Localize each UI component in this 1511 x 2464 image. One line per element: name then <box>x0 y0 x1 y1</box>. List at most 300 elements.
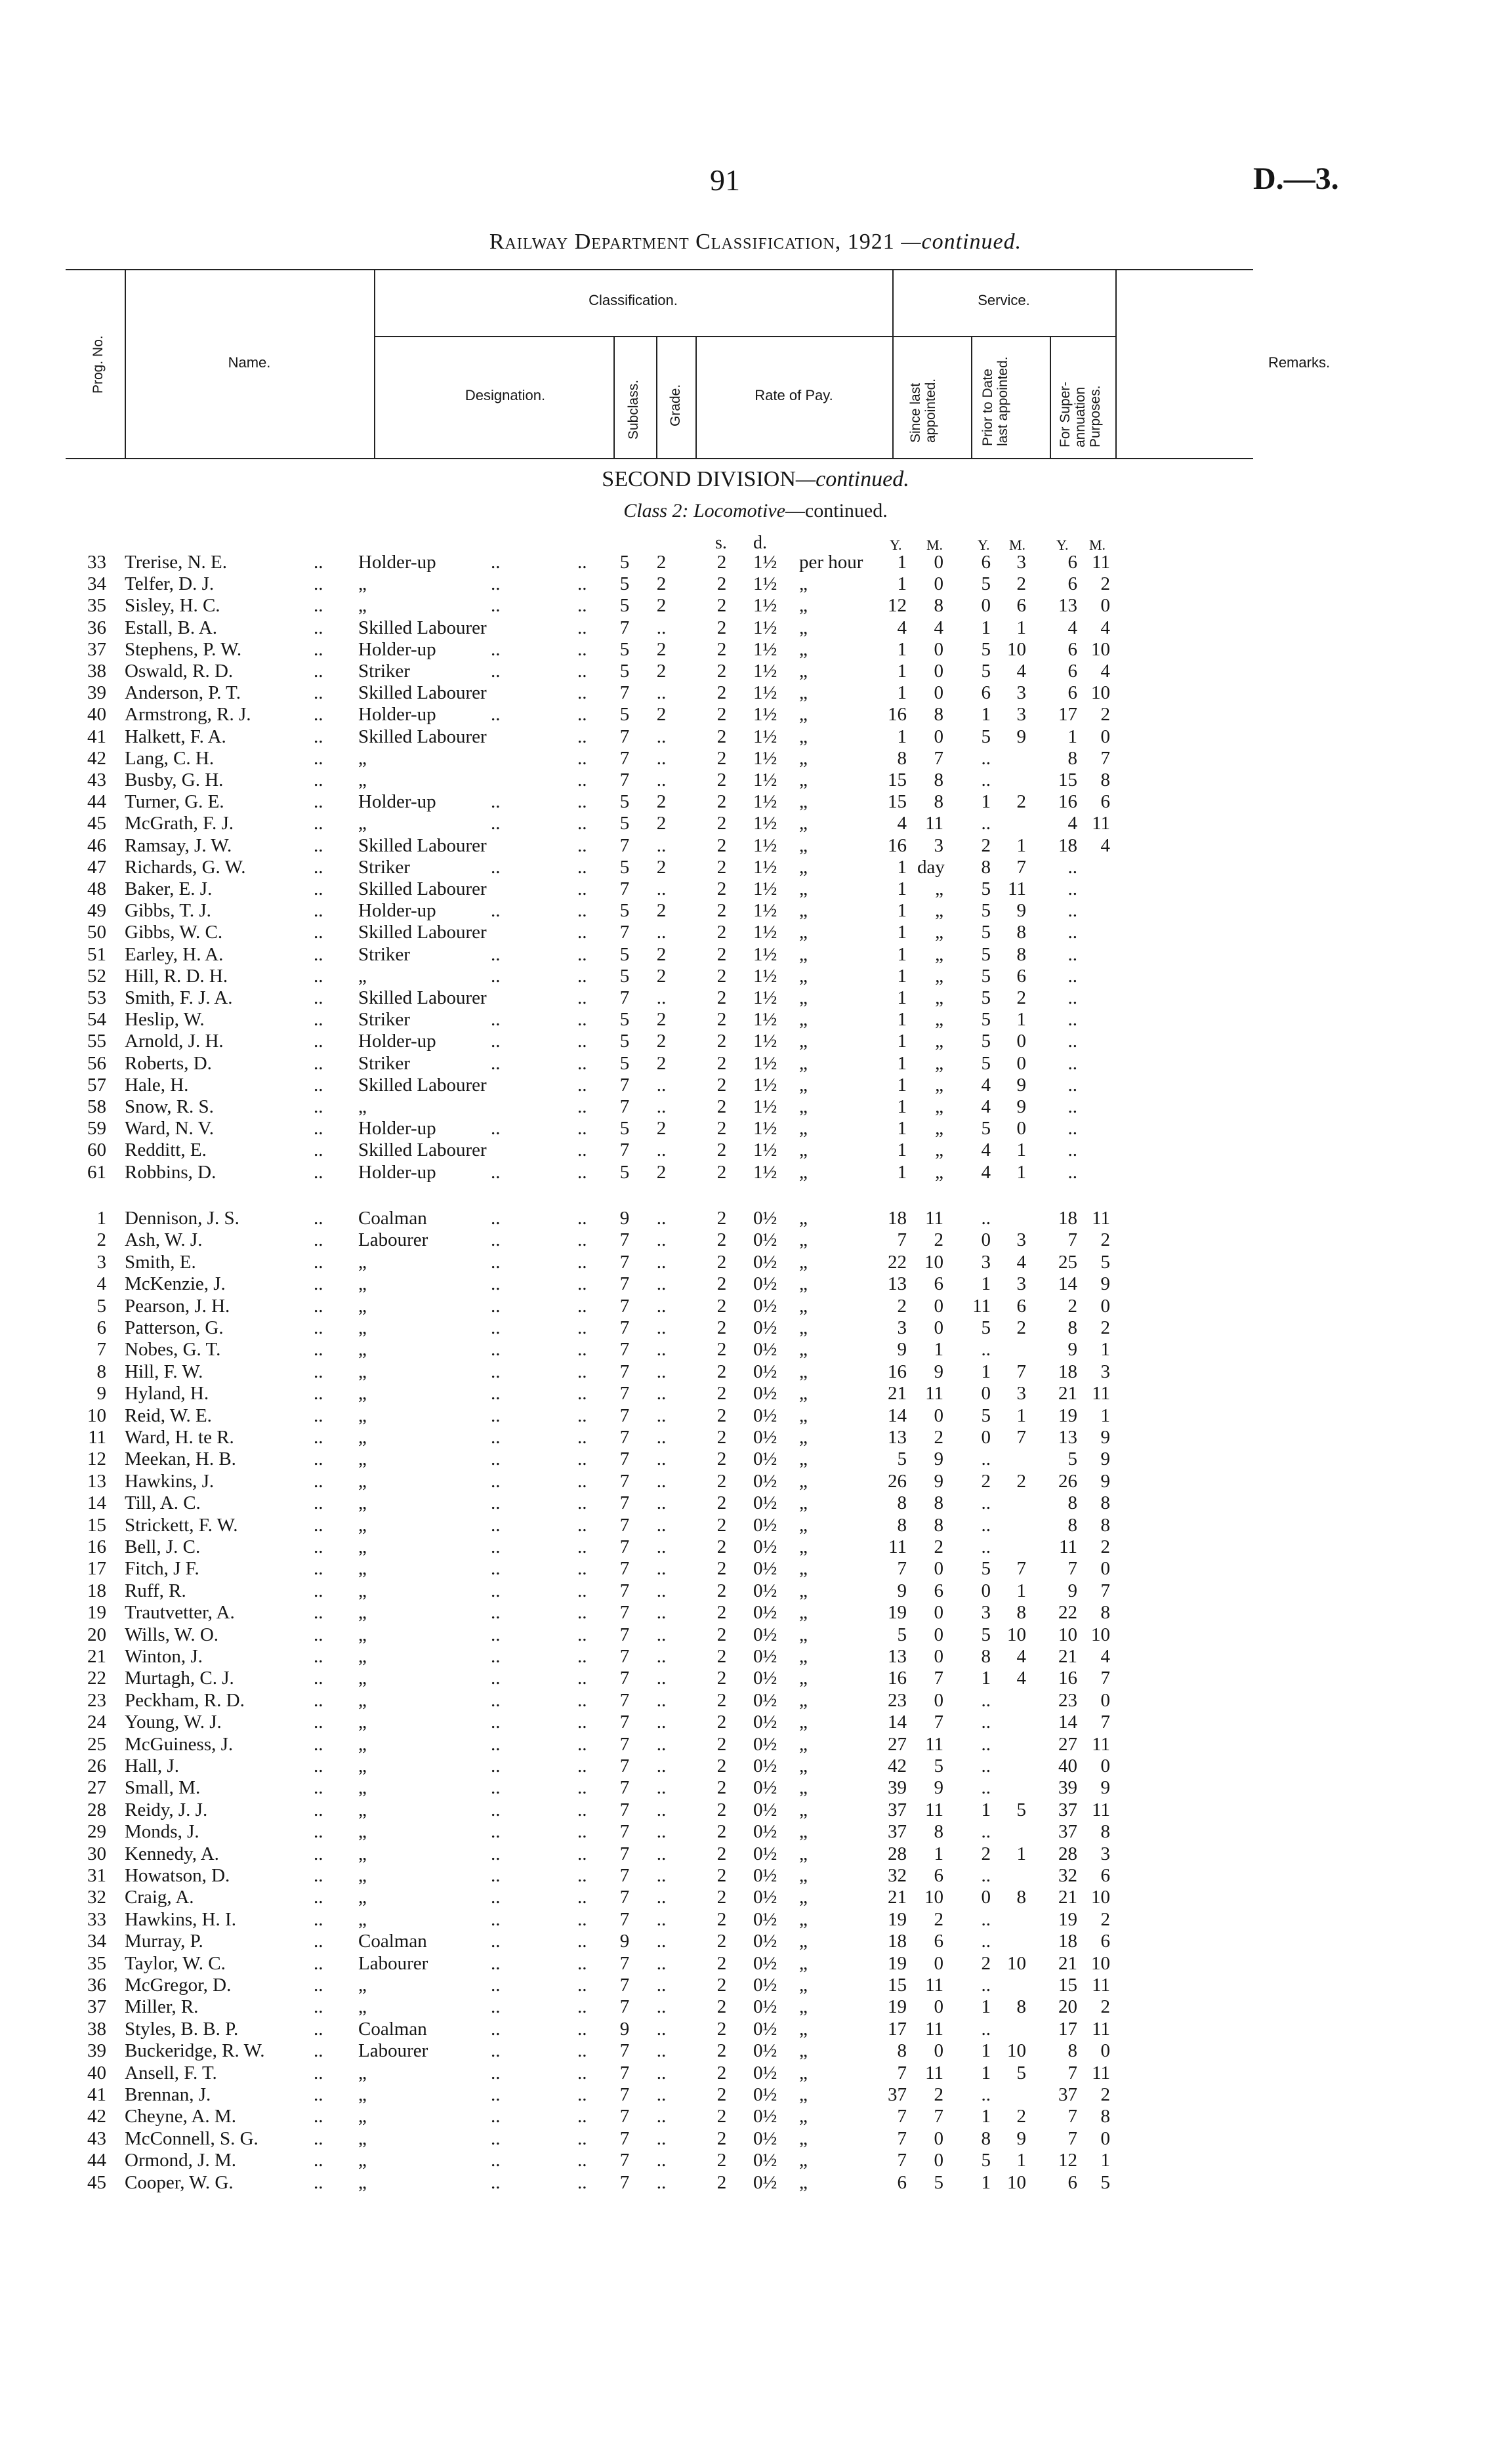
leader-dots: .. <box>577 1361 587 1382</box>
subclass: 7 <box>619 2062 630 2084</box>
leader-dots: .. <box>314 1580 323 1601</box>
unit-prior-months: M. <box>1009 537 1026 553</box>
leader-dots: .. <box>577 1580 587 1601</box>
rate-pence: 0½ <box>753 1427 777 1448</box>
prog-no: 22 <box>87 1668 106 1689</box>
subclass: 7 <box>619 1361 630 1382</box>
leader-dots: .. <box>314 813 323 834</box>
employee-name: Brennan, J. <box>125 2084 211 2105</box>
grade: 2 <box>656 573 667 595</box>
leader-dots: .. <box>491 2084 501 2105</box>
super-months: 0 <box>1100 1558 1110 1580</box>
table-row <box>0 1952 1511 1975</box>
since-years: 7 <box>897 2106 907 2127</box>
employee-name: Hall, J. <box>125 1756 179 1776</box>
since-months: „ <box>935 1009 943 1031</box>
table-row <box>0 638 1511 661</box>
table-row <box>0 812 1511 834</box>
designation: Skilled Labourer <box>358 1140 487 1161</box>
since-years: 8 <box>897 2040 907 2062</box>
super-years: 9 <box>1067 1580 1077 1601</box>
designation: „ <box>358 1295 367 1317</box>
since-years: 9 <box>897 1339 907 1361</box>
rate-shillings: 2 <box>716 1996 727 2018</box>
prior-months: 8 <box>1016 922 1026 943</box>
since-months: 0 <box>934 2150 943 2171</box>
prog-no: 2 <box>96 1229 106 1251</box>
since-months: 0 <box>934 2127 943 2149</box>
prior-years: .. <box>981 813 991 834</box>
subclass: 7 <box>619 617 630 638</box>
grade: .. <box>656 834 667 856</box>
leader-dots: .. <box>491 1865 501 1886</box>
designation: Holder-up <box>358 791 436 813</box>
prior-years: 3 <box>981 1602 991 1624</box>
employee-name: Smith, E. <box>125 1251 196 1273</box>
grade: .. <box>656 2018 667 2040</box>
leader-dots: .. <box>314 1118 323 1140</box>
leader-dots: .. <box>577 2150 587 2171</box>
leader-dots: .. <box>577 1908 587 1930</box>
table-row <box>0 1117 1511 1140</box>
designation: „ <box>358 1887 367 1908</box>
prior-years: 5 <box>981 878 991 899</box>
grade: .. <box>656 1361 667 1382</box>
prior-years: 0 <box>981 1887 991 1908</box>
since-months: 11 <box>925 1383 943 1405</box>
prog-no: 35 <box>87 595 106 617</box>
leader-dots: .. <box>577 573 587 595</box>
super-months: 6 <box>1100 1865 1110 1886</box>
header-superannuation: For Super-annuation Purposes. <box>1058 381 1104 447</box>
prior-months: 8 <box>1016 1996 1026 2018</box>
subclass: 7 <box>619 1251 630 1273</box>
prior-years: .. <box>981 1339 991 1361</box>
subclass: 7 <box>619 1712 630 1733</box>
designation: „ <box>358 1777 367 1799</box>
prior-months: 2 <box>1016 2106 1026 2127</box>
grade: .. <box>656 770 667 791</box>
rate-shillings: 2 <box>716 1514 727 1536</box>
prior-years: 8 <box>981 2127 991 2149</box>
subclass: 5 <box>619 813 630 834</box>
prior-years: 0 <box>981 1383 991 1405</box>
employee-name: Hawkins, H. I. <box>125 1908 236 1930</box>
leader-dots: .. <box>314 617 323 638</box>
rate-period: „ <box>799 1908 808 1930</box>
employee-name: Ansell, F. T. <box>125 2062 217 2084</box>
rate-period: „ <box>799 1536 808 1557</box>
prior-months: 0 <box>1016 1118 1026 1140</box>
leader-dots: .. <box>314 2127 323 2149</box>
header-prog-no: Prog. No. <box>91 335 106 394</box>
prior-years: 1 <box>981 617 991 638</box>
leader-dots: .. <box>491 1580 501 1601</box>
since-months: 8 <box>934 1821 943 1843</box>
leader-dots: .. <box>491 1624 501 1645</box>
designation: Coalman <box>358 1931 427 1952</box>
table-row <box>0 1492 1511 1514</box>
rate-shillings: 2 <box>716 1580 727 1601</box>
subclass: 7 <box>619 1492 630 1514</box>
super-months: 5 <box>1100 1251 1110 1273</box>
prog-no: 45 <box>87 813 106 834</box>
super-months: 3 <box>1100 1361 1110 1382</box>
leader-dots: .. <box>314 638 323 660</box>
grade: .. <box>656 2084 667 2105</box>
subclass: 5 <box>619 1118 630 1140</box>
rate-pence: 0½ <box>753 1712 777 1733</box>
prior-months: 1 <box>1016 834 1026 856</box>
prog-no: 46 <box>87 834 106 856</box>
super-years: 6 <box>1067 638 1077 660</box>
prog-no: 54 <box>87 1009 106 1031</box>
rate-shillings: 2 <box>716 1208 727 1229</box>
rate-pence: 1½ <box>753 573 777 595</box>
table-row <box>0 1601 1511 1624</box>
rate-pence: 0½ <box>753 1514 777 1536</box>
since-months: 0 <box>934 1952 943 1974</box>
leader-dots: .. <box>491 1821 501 1843</box>
rate-shillings: 2 <box>716 1140 727 1161</box>
leader-dots: .. <box>491 2062 501 2084</box>
employee-name: McConnell, S. G. <box>125 2127 259 2149</box>
prior-years: .. <box>981 1733 991 1755</box>
super-months: 11 <box>1092 2062 1110 2084</box>
prog-no: 41 <box>87 2084 106 2105</box>
leader-dots: .. <box>491 965 501 987</box>
prog-no: 42 <box>87 2106 106 2127</box>
leader-dots: .. <box>491 1602 501 1624</box>
designation: Skilled Labourer <box>358 834 487 856</box>
employee-name: Wills, W. O. <box>125 1624 219 1645</box>
leader-dots: .. <box>491 1031 501 1052</box>
subclass: 7 <box>619 987 630 1008</box>
leader-dots: .. <box>314 1975 323 1996</box>
prog-no: 16 <box>87 1536 106 1557</box>
prior-months: 3 <box>1016 1273 1026 1295</box>
rate-pence: 1½ <box>753 747 777 769</box>
grade: 2 <box>656 1009 667 1031</box>
leader-dots: .. <box>491 1208 501 1229</box>
designation: „ <box>358 813 367 834</box>
rate-shillings: 2 <box>716 1229 727 1251</box>
leader-dots: .. <box>577 1799 587 1820</box>
employee-name: Cooper, W. G. <box>125 2171 234 2193</box>
designation: „ <box>358 1712 367 1733</box>
grade: .. <box>656 1470 667 1492</box>
employee-name: Gibbs, T. J. <box>125 900 211 922</box>
rate-pence: 0½ <box>753 1887 777 1908</box>
rate-period: „ <box>799 1052 808 1074</box>
super-years: .. <box>1067 1118 1077 1140</box>
since-years: 16 <box>888 834 907 856</box>
designation: „ <box>358 1975 367 1996</box>
since-months: „ <box>935 1074 943 1096</box>
employee-name: McGrath, F. J. <box>125 813 234 834</box>
rate-period: „ <box>799 1733 808 1755</box>
employee-name: Miller, R. <box>125 1996 199 2018</box>
leader-dots: .. <box>314 704 323 726</box>
rate-period: „ <box>799 2018 808 2040</box>
designation: Labourer <box>358 1229 428 1251</box>
leader-dots: .. <box>577 770 587 791</box>
since-months: „ <box>935 922 943 943</box>
class-continued: —continued. <box>785 500 888 522</box>
rate-shillings: 2 <box>716 878 727 899</box>
since-months: 3 <box>934 834 943 856</box>
prog-no: 59 <box>87 1118 106 1140</box>
employee-name: Redditt, E. <box>125 1140 207 1161</box>
super-months: 9 <box>1100 1470 1110 1492</box>
prior-years: .. <box>981 770 991 791</box>
rate-pence: 0½ <box>753 2040 777 2062</box>
prog-no: 4 <box>96 1273 106 1295</box>
grade: .. <box>656 1339 667 1361</box>
super-years: 15 <box>1058 1975 1077 1996</box>
leader-dots: .. <box>314 1602 323 1624</box>
super-years: 26 <box>1058 1470 1077 1492</box>
prog-no: 28 <box>87 1799 106 1820</box>
rate-shillings: 2 <box>716 1756 727 1776</box>
employee-name: Halkett, F. A. <box>125 726 226 747</box>
super-years: 4 <box>1067 813 1077 834</box>
grade: 2 <box>656 704 667 726</box>
rate-period: per hour <box>799 552 863 573</box>
since-months: 7 <box>934 2106 943 2127</box>
since-years: 5 <box>897 1448 907 1470</box>
designation: „ <box>358 1668 367 1689</box>
rate-shillings: 2 <box>716 2127 727 2149</box>
rate-shillings: 2 <box>716 1031 727 1052</box>
leader-dots: .. <box>314 2040 323 2062</box>
grade: 2 <box>656 552 667 573</box>
designation: „ <box>358 1448 367 1470</box>
page-title <box>0 230 1511 255</box>
prior-years: 11 <box>972 1295 991 1317</box>
leader-dots: .. <box>491 856 501 878</box>
super-years: 40 <box>1058 1756 1077 1776</box>
table-row <box>0 1096 1511 1118</box>
since-years: 17 <box>888 2018 907 2040</box>
prior-years: 5 <box>981 1031 991 1052</box>
rate-period: „ <box>799 965 808 987</box>
employee-name: Baker, E. J. <box>125 878 213 899</box>
leader-dots: .. <box>491 1514 501 1536</box>
super-months: 2 <box>1100 704 1110 726</box>
prior-months: 1 <box>1016 1161 1026 1183</box>
rate-pence: 1½ <box>753 1118 777 1140</box>
leader-dots: .. <box>314 2018 323 2040</box>
designation: „ <box>358 1273 367 1295</box>
subclass: 7 <box>619 1536 630 1557</box>
leader-dots: .. <box>491 1492 501 1514</box>
leader-dots: .. <box>314 1908 323 1930</box>
rate-period: „ <box>799 1712 808 1733</box>
rate-pence: 0½ <box>753 1624 777 1645</box>
leader-dots: .. <box>314 1009 323 1031</box>
super-months: 11 <box>1092 552 1110 573</box>
since-months: 0 <box>934 1558 943 1580</box>
since-months: 11 <box>925 2062 943 2084</box>
prior-months: 4 <box>1016 1251 1026 1273</box>
leader-dots: .. <box>577 878 587 899</box>
leader-dots: .. <box>314 1339 323 1361</box>
leader-dots: .. <box>577 2040 587 2062</box>
since-months: 9 <box>934 1777 943 1799</box>
rate-pence: 0½ <box>753 1602 777 1624</box>
leader-dots: .. <box>314 1887 323 1908</box>
leader-dots: .. <box>577 2018 587 2040</box>
prog-no: 6 <box>96 1317 106 1338</box>
leader-dots: .. <box>491 1295 501 1317</box>
designation: Holder-up <box>358 552 436 573</box>
rate-pence: 1½ <box>753 1161 777 1183</box>
prior-months: 9 <box>1016 726 1026 747</box>
since-years: 7 <box>897 1229 907 1251</box>
subclass: 7 <box>619 1668 630 1689</box>
prior-years: 1 <box>981 2171 991 2193</box>
subclass: 7 <box>619 1339 630 1361</box>
prior-years: .. <box>981 1492 991 1514</box>
super-years: 17 <box>1058 2018 1077 2040</box>
super-months: 10 <box>1091 682 1110 704</box>
since-months: „ <box>935 900 943 922</box>
rate-shillings: 2 <box>716 1668 727 1689</box>
prior-months: 8 <box>1016 1602 1026 1624</box>
prog-no: 19 <box>87 1602 106 1624</box>
since-months: 0 <box>934 1295 943 1317</box>
rate-period: „ <box>799 1470 808 1492</box>
leader-dots: .. <box>314 2084 323 2105</box>
employee-name: Peckham, R. D. <box>125 1689 245 1711</box>
prog-no: 36 <box>87 1975 106 1996</box>
since-years: 1 <box>897 1140 907 1161</box>
rate-period: „ <box>799 1865 808 1886</box>
leader-dots: .. <box>577 1383 587 1405</box>
designation: „ <box>358 747 367 769</box>
designation: „ <box>358 2150 367 2171</box>
leader-dots: .. <box>577 965 587 987</box>
prior-months: 7 <box>1016 1427 1026 1448</box>
rate-shillings: 2 <box>716 1908 727 1930</box>
since-years: 19 <box>888 1602 907 1624</box>
subclass: 7 <box>619 1602 630 1624</box>
prior-years: 4 <box>981 1074 991 1096</box>
super-years: .. <box>1067 1096 1077 1117</box>
rate-shillings: 2 <box>716 1118 727 1140</box>
since-years: 8 <box>897 1514 907 1536</box>
unit-prior-years: Y. <box>978 537 990 553</box>
super-months: 0 <box>1100 2040 1110 2062</box>
employee-name: Richards, G. W. <box>125 856 246 878</box>
since-months: 0 <box>934 573 943 595</box>
prior-months: 3 <box>1016 1229 1026 1251</box>
designation: Coalman <box>358 1208 427 1229</box>
prog-no: 40 <box>87 2062 106 2084</box>
grade: .. <box>656 1514 667 1536</box>
subclass: 7 <box>619 1843 630 1864</box>
rate-pence: 0½ <box>753 2127 777 2149</box>
leader-dots: .. <box>491 1996 501 2018</box>
leader-dots: .. <box>314 682 323 704</box>
designation: „ <box>358 1339 367 1361</box>
super-years: 2 <box>1067 1295 1077 1317</box>
employee-name: Ward, H. te R. <box>125 1427 234 1448</box>
prog-no: 15 <box>87 1514 106 1536</box>
leader-dots: .. <box>314 573 323 595</box>
subclass: 7 <box>619 1140 630 1161</box>
employee-name: Ormond, J. M. <box>125 2150 236 2171</box>
prog-no: 24 <box>87 1712 106 1733</box>
since-months: 2 <box>934 1536 943 1557</box>
subclass: 7 <box>619 1908 630 1930</box>
super-years: 17 <box>1058 704 1077 726</box>
rate-shillings: 2 <box>716 1733 727 1755</box>
grade: .. <box>656 1229 667 1251</box>
prior-years: .. <box>981 1756 991 1776</box>
subclass: 7 <box>619 1689 630 1711</box>
leader-dots: .. <box>577 1931 587 1952</box>
rate-period: „ <box>799 1208 808 1229</box>
designation: „ <box>358 1405 367 1426</box>
since-years: 39 <box>888 1777 907 1799</box>
rate-period: „ <box>799 791 808 813</box>
since-months: 11 <box>925 813 943 834</box>
super-months: 11 <box>1092 1383 1110 1405</box>
rate-pence: 0½ <box>753 1317 777 1338</box>
super-years: .. <box>1067 900 1077 922</box>
rate-pence: 0½ <box>753 1908 777 1930</box>
prior-years: 1 <box>981 704 991 726</box>
prior-years: 0 <box>981 595 991 617</box>
prior-months: 1 <box>1016 1580 1026 1601</box>
prog-no: 39 <box>87 682 106 704</box>
prog-no: 1 <box>96 1208 106 1229</box>
super-years: 18 <box>1058 1361 1077 1382</box>
leader-dots: .. <box>577 552 587 573</box>
table-row <box>0 1974 1511 1996</box>
prior-years: 5 <box>981 943 991 965</box>
grade: .. <box>656 1492 667 1514</box>
since-months: 10 <box>924 1887 943 1908</box>
since-years: 1 <box>897 661 907 682</box>
since-years: 13 <box>888 1273 907 1295</box>
rate-pence: 1½ <box>753 661 777 682</box>
rate-period: „ <box>799 1777 808 1799</box>
leader-dots: .. <box>491 2150 501 2171</box>
designation: „ <box>358 2106 367 2127</box>
prior-months: 4 <box>1016 1646 1026 1667</box>
subclass: 5 <box>619 965 630 987</box>
since-years: 1 <box>897 1052 907 1074</box>
grade: .. <box>656 987 667 1008</box>
prior-months: 3 <box>1016 704 1026 726</box>
prog-no: 44 <box>87 2150 106 2171</box>
subclass: 7 <box>619 726 630 747</box>
since-years: 16 <box>888 1361 907 1382</box>
prior-years: 5 <box>981 1624 991 1645</box>
rate-period: „ <box>799 1887 808 1908</box>
leader-dots: .. <box>491 1470 501 1492</box>
since-years: 8 <box>897 747 907 769</box>
prior-months: 9 <box>1016 900 1026 922</box>
prior-months: 2 <box>1016 791 1026 813</box>
prior-months: 1 <box>1016 1009 1026 1031</box>
rate-shillings: 2 <box>716 1361 727 1382</box>
prog-no: 12 <box>87 1448 106 1470</box>
rate-pence: 0½ <box>753 1952 777 1974</box>
